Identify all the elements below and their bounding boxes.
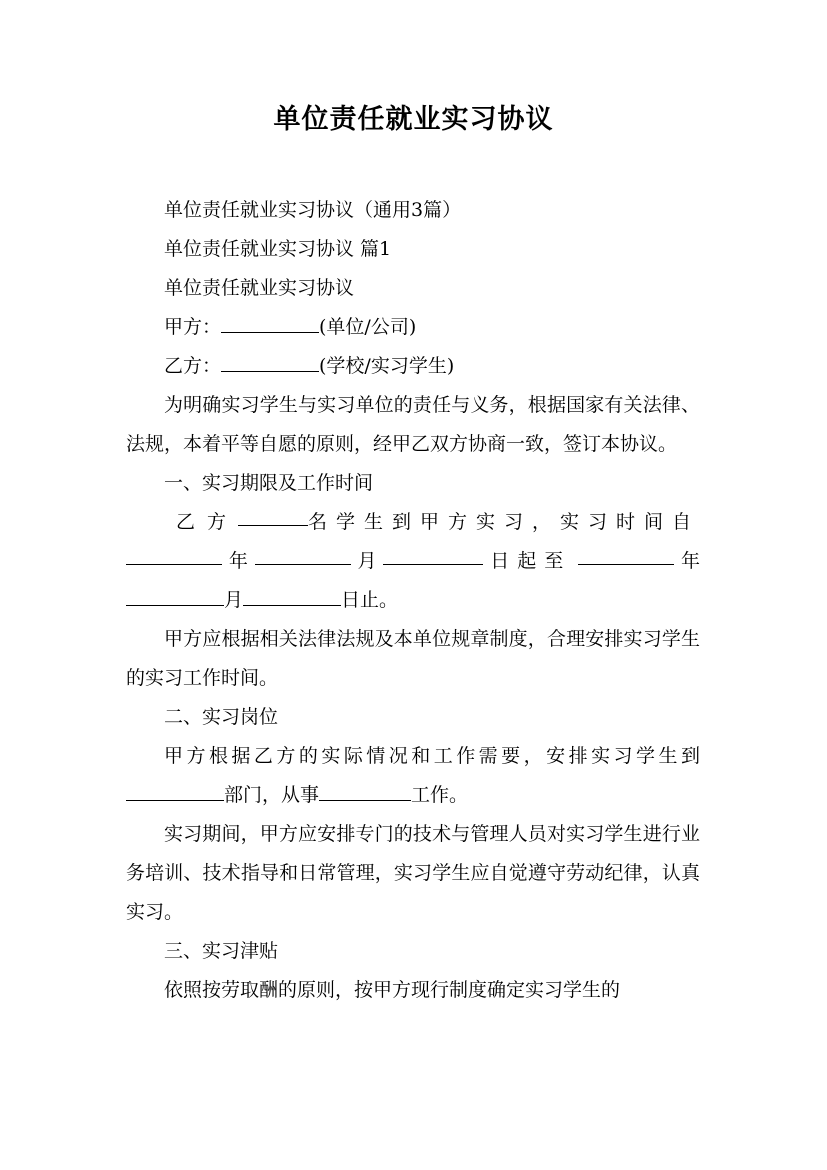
party-a-line [126, 308, 700, 347]
end-day-blank [243, 583, 341, 606]
section1-paragraph1 [126, 503, 700, 620]
section3-paragraph1: 依照按劳取酬的原则，按甲方现行制度确定实习学生的 [164, 979, 621, 1001]
section2-title: 二、实习岗位 [164, 706, 279, 728]
party-a-note: (单位/公司) [319, 316, 417, 338]
student-count-blank [238, 503, 308, 526]
party-b-line [126, 347, 700, 386]
section2-paragraph1 [126, 737, 700, 815]
section2-p1-c: 工作。 [411, 784, 469, 806]
section2-p1-a: 甲方根据乙方的实际情况和工作需要，安排实习学生到 [164, 745, 700, 767]
section1-p1-a: 乙方 [176, 511, 239, 533]
party-b-note: (学校/实习学生) [319, 355, 455, 377]
section1-end: 日止。 [341, 589, 399, 611]
start-year-blank [126, 542, 222, 565]
section2-p1-b: 部门，从事 [224, 784, 320, 806]
section1-line3 [126, 581, 700, 620]
end-year-blank [578, 542, 674, 565]
party-a-blank [221, 310, 319, 333]
section2-paragraph2: 实习期间，甲方应安排专门的技术与管理人员对实习学生进行业务培训、技术指导和日常管理，实习学生应自觉遵守劳动纪律，认真实习。 [126, 823, 700, 923]
section1-day-from: 日起至 [490, 550, 572, 572]
section1-line1 [126, 503, 700, 542]
section1-year1: 年 [228, 550, 248, 572]
section1-line2 [126, 542, 700, 581]
party-b-label: 乙方： [164, 355, 222, 377]
party-b-blank [221, 349, 319, 372]
section1-p1-b: 名学生到甲方实习，实习时间自 [307, 511, 700, 533]
start-month-blank [255, 542, 351, 565]
section1-title: 一、实习期限及工作时间 [164, 472, 374, 494]
section1-year2: 年 [680, 550, 700, 572]
section3-title: 三、实习津贴 [164, 940, 279, 962]
section1-month1: 月 [357, 550, 377, 572]
party-a-label: 甲方： [164, 316, 222, 338]
department-blank [126, 778, 224, 801]
piece-heading: 单位责任就业实习协议 篇1 [164, 238, 392, 260]
section1-month2: 月 [224, 589, 244, 611]
agreement-name: 单位责任就业实习协议 [164, 277, 355, 299]
document-title: 单位责任就业实习协议 [273, 104, 554, 135]
start-day-blank [383, 542, 483, 565]
subtitle-all: 单位责任就业实习协议（通用3篇） [164, 199, 462, 221]
document-body [126, 191, 700, 1010]
intro-paragraph: 为明确实习学生与实习单位的责任与义务，根据国家有关法律、法规，本着平等自愿的原则，经甲乙双方协商一致，签订本协议。 [126, 394, 700, 455]
end-month-blank [126, 583, 224, 606]
section1-paragraph2: 甲方应根据相关法律法规及本单位规章制度，合理安排实习学生的实习工作时间。 [126, 628, 700, 689]
work-blank [319, 778, 411, 801]
